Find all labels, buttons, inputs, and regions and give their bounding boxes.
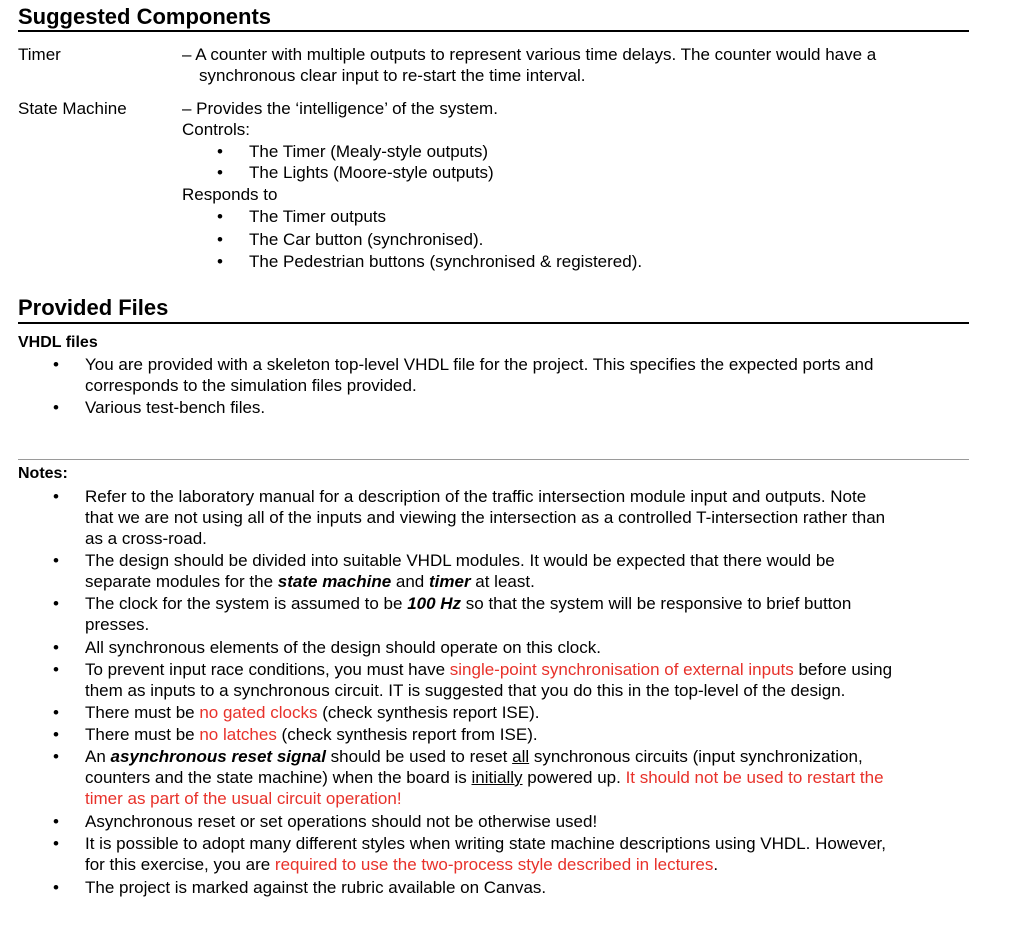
timer-desc-line2: synchronous clear input to re-start the time interval. [199, 66, 586, 85]
note-line: as a cross-road. [85, 529, 207, 548]
note-line: Refer to the laboratory manual for a description of the traffic intersection module input and outputs. Note [85, 487, 867, 506]
note-line: All synchronous elements of the design should operate on this clock. [85, 638, 601, 657]
timer-label: Timer [18, 45, 61, 64]
provided-item-cont: corresponds to the simulation files provided. [85, 376, 417, 395]
highlight-no-latches: no latches [199, 725, 277, 744]
bullet: • [53, 638, 59, 657]
bullet: • [53, 594, 59, 613]
note-line: An asynchronous reset signal should be used to reset all synchronous circuits (input synchronization, [85, 747, 863, 766]
heading-rule [18, 30, 969, 32]
bullet: • [53, 725, 59, 744]
controls-item: The Timer (Mealy-style outputs) [249, 142, 489, 161]
provided-item: You are provided with a skeleton top-level VHDL file for the project. This specifies the expected ports and [85, 355, 874, 374]
highlight-reset-warning: It should not be used to restart the [625, 768, 884, 787]
notes-label: Notes: [18, 465, 68, 482]
emphasis-async-reset: asynchronous reset signal [110, 747, 326, 766]
note-line: Asynchronous reset or set operations should not be otherwise used! [85, 812, 598, 831]
note-line: To prevent input race conditions, you must have single-point synchronisation of external inputs before using [85, 660, 893, 679]
timer-desc-line1: – A counter with multiple outputs to represent various time delays. The counter would have a [182, 45, 877, 64]
bullet: • [53, 487, 59, 506]
provided-item: Various test-bench files. [85, 398, 266, 417]
note-line: There must be no latches (check synthesis report from ISE). [85, 725, 538, 744]
bullet: • [53, 660, 59, 679]
bullet: • [53, 812, 59, 831]
note-line: There must be no gated clocks (check synthesis report ISE). [85, 703, 540, 722]
responds-item: The Timer outputs [249, 207, 387, 226]
heading-rule [18, 322, 969, 324]
responds-item: The Pedestrian buttons (synchronised & registered). [249, 252, 643, 271]
note-line: The design should be divided into suitable VHDL modules. It would be expected that there would be [85, 551, 835, 570]
responds-item: The Car button (synchronised). [249, 230, 484, 249]
note-line: them as inputs to a synchronous circuit. IT is suggested that you do this in the top-level of the design. [85, 681, 846, 700]
highlight-two-process: required to use the two-process style described in lectures [274, 855, 714, 874]
note-line: The project is marked against the rubric available on Canvas. [85, 878, 547, 897]
emphasis-timer: timer [428, 572, 471, 591]
bullet: • [53, 747, 59, 766]
emphasis-state-machine: state machine [277, 572, 392, 591]
bullet: • [53, 834, 59, 853]
bullet: • [53, 355, 59, 374]
bullet: • [217, 142, 223, 161]
note-line: The clock for the system is assumed to be 100 Hz so that the system will be responsive to brief button [85, 594, 852, 613]
bullet: • [53, 398, 59, 417]
section-heading-provided: Provided Files [18, 295, 169, 320]
state-machine-label: State Machine [18, 99, 127, 118]
bullet: • [53, 551, 59, 570]
note-line: presses. [85, 615, 150, 634]
note-line: counters and the state machine) when the board is initially powered up. It should not be used to restart the [85, 768, 884, 787]
bullet: • [217, 252, 223, 271]
bullet: • [53, 878, 59, 897]
underline-all: all [512, 747, 530, 766]
highlight-synchronisation: single-point synchronisation of external inputs [449, 660, 794, 679]
bullet: • [217, 207, 223, 226]
bullet: • [53, 703, 59, 722]
notes-rule [18, 459, 969, 460]
emphasis-clock-frequency: 100 Hz [407, 594, 462, 613]
vhdl-files-label: VHDL files [18, 334, 98, 351]
controls-label: Controls: [182, 120, 251, 139]
underline-initially: initially [471, 768, 523, 787]
controls-item: The Lights (Moore-style outputs) [249, 163, 494, 182]
bullet: • [217, 230, 223, 249]
section-heading-components: Suggested Components [18, 4, 272, 29]
note-line: timer as part of the usual circuit operation! [85, 789, 402, 808]
bullet: • [217, 163, 223, 182]
note-line: for this exercise, you are required to use the two-process style described in lectures. [85, 855, 719, 874]
responds-label: Responds to [182, 185, 278, 204]
note-line: that we are not using all of the inputs and viewing the intersection as a controlled T-intersection rather than [85, 508, 886, 527]
state-machine-desc: – Provides the ‘intelligence’ of the system. [182, 99, 498, 118]
highlight-no-gated-clocks: no gated clocks [199, 703, 318, 722]
note-line: separate modules for the state machine and timer at least. [85, 572, 535, 591]
note-line: It is possible to adopt many different styles when writing state machine descriptions using VHDL. However, [85, 834, 886, 853]
